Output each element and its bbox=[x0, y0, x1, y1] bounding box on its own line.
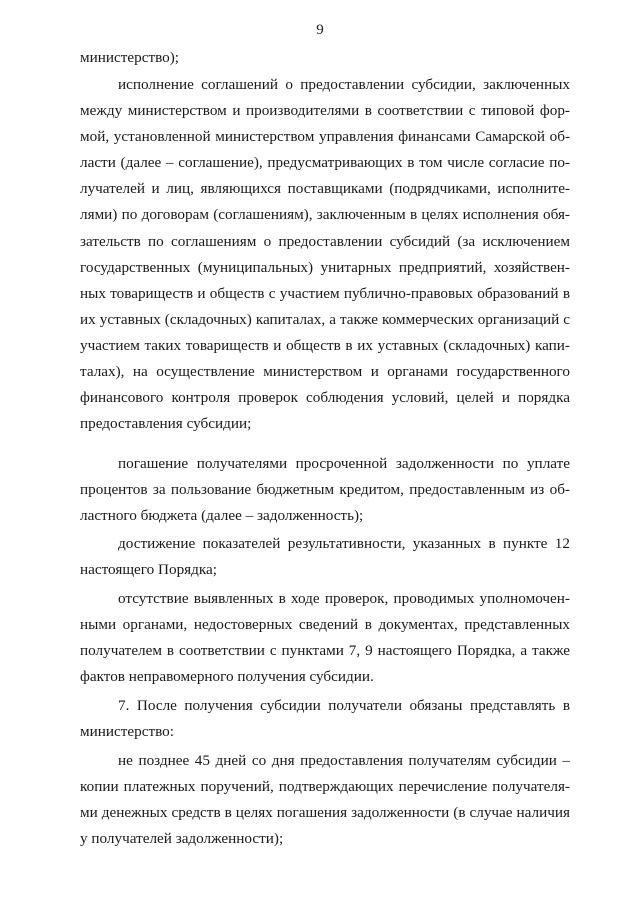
paragraph-first-line: погашение получателями просроченной задолженности по уплате bbox=[118, 455, 570, 472]
text-line: между министерством и производителями в соответствии с типовой фор- bbox=[80, 102, 570, 119]
text-line: ными органами, недостоверных сведений в документах, представленных bbox=[80, 616, 570, 633]
text-line: участием таких товариществ и обществ в их уставных (складочных) капи- bbox=[80, 337, 570, 354]
paragraph-last-line: ластного бюджета (далее – задолженность); bbox=[80, 507, 364, 524]
text-line: талах), на осуществление министерством и органами государственного bbox=[80, 363, 570, 380]
text-line: ных товариществ и обществ с участием публично-правовых образований в bbox=[80, 285, 570, 302]
text-line: ми денежных средств в целях погашения задолженности (в случае наличия bbox=[80, 804, 570, 821]
page-number: 9 bbox=[316, 22, 324, 38]
text-line: ласти (далее – соглашение), предусматривающих в том числе согласие по- bbox=[80, 154, 570, 171]
text-line: лучателей и лиц, являющихся поставщиками (подрядчиками, исполните- bbox=[80, 180, 570, 197]
paragraph-last-line: предоставления субсидии; bbox=[80, 415, 252, 432]
text-line: копии платежных поручений, подтверждающих перечисление получателя- bbox=[80, 778, 570, 795]
paragraph-last-line: настоящего Порядка; bbox=[80, 561, 217, 578]
paragraph-last-line: фактов неправомерного получения субсидии. bbox=[80, 668, 374, 685]
text-line: получателем в соответствии с пунктами 7, 9 настоящего Порядка, а также bbox=[80, 642, 570, 659]
paragraph-first-line: не позднее 45 дней со дня предоставления получателям субсидии – bbox=[118, 752, 570, 769]
text-line: их уставных (складочных) капиталах, а также коммерческих организаций с bbox=[80, 311, 570, 328]
paragraph-first-line: достижение показателей результативности, указанных в пункте 12 bbox=[118, 535, 570, 552]
text-line: государственных (муниципальных) унитарных предприятий, хозяйствен- bbox=[80, 259, 570, 276]
paragraph-last-line: у получателей задолженности); bbox=[80, 830, 284, 847]
paragraph-first-line: отсутствие выявленных в ходе проверок, проводимых уполномочен- bbox=[118, 590, 570, 607]
paragraph-first-line: исполнение соглашений о предоставлении субсидии, заключенных bbox=[118, 76, 570, 93]
text-line: зательств по соглашениям о предоставлении субсидий (за исключением bbox=[80, 233, 570, 250]
text-line: мой, установленной министерством управления финансами Самарской об- bbox=[80, 128, 570, 145]
text-line: процентов за пользование бюджетным кредитом, предоставленным из об- bbox=[80, 481, 570, 498]
text-line: лями) по договорам (соглашениям), заключенным в целях исполнения обя- bbox=[80, 206, 570, 223]
paragraph-last-line: министерство: bbox=[80, 723, 174, 740]
paragraph-first-line: 7. После получения субсидии получатели обязаны представлять в bbox=[118, 697, 570, 714]
text-line: министерство); bbox=[80, 49, 180, 66]
text-line: финансового контроля проверок соблюдения условий, целей и порядка bbox=[80, 389, 570, 406]
